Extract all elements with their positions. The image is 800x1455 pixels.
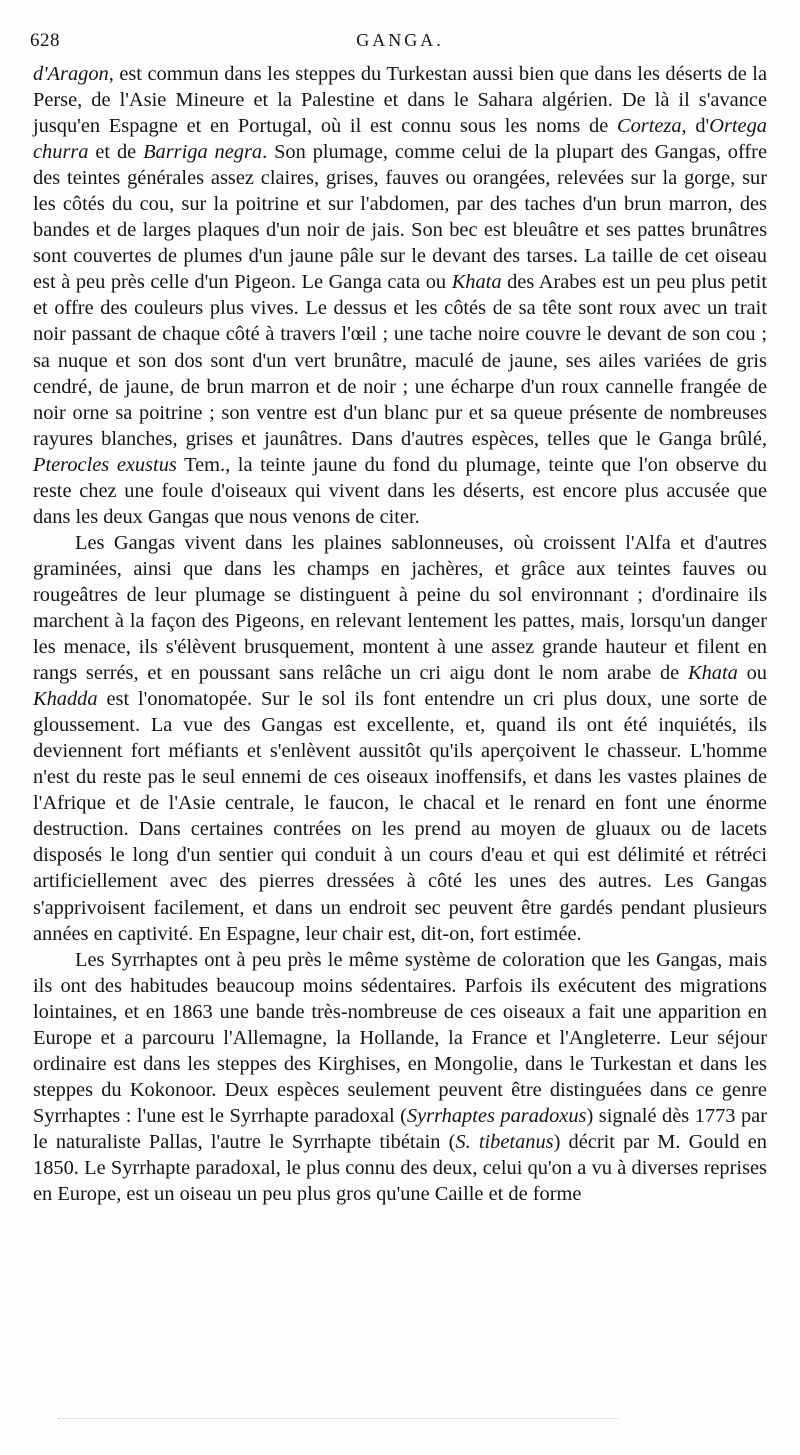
text-run: et de [88, 141, 144, 164]
text-run: ) décrit par M. Gould en 1850. Le Syrrhapte paradoxal, le plus connu des deux, celui qu'on a vu à diverses reprises en Europe, est un oiseau un peu plus gros qu'une Caille et de forme [33, 1130, 767, 1206]
running-head: GANGA. [356, 30, 444, 50]
text-run: des Arabes est un peu plus petit et offre des couleurs plus vives. Le dessus et les côtés de sa tête sont roux avec un trait noir passant de chaque côté à travers l'œil ; une tache noire couvre le devant de son cou ; sa nuque et son dos sont d'un vert brunâtre, maculé de jaune, ses ailes variées de gris cendré, de jaune, de brun marron et de noir ; une écharpe d'un roux cannelle frangée de noir orne sa poitrine ; son ventre est d'un blanc pur et sa queue présente de nombreuses rayures blanches, grises et jaunâtres. Dans d'autres espèces, telles que le Ganga brûlé, [33, 271, 767, 450]
page-header [30, 30, 770, 58]
text-run: Les Gangas vivent dans les plaines sablonneuses, où croissent l'Alfa et d'autres graminées, ainsi que dans les champs en jachères, et grâce aux teintes fauves ou rougeâtres de leur plumage se distinguent à peine du sol environnant ; d'ordinaire ils marchent à la façon des Pigeons, en relevant lentement les pattes, mais, lorsqu'un danger les menace, ils s'élèvent brusquement, montent à une assez grande hauteur et filent en rangs serrés, et en poussant sans relâche un cri aigu dont le nom arabe de [33, 531, 767, 685]
text-run: Tem., la teinte jaune du fond du plumage, teinte que l'on observe du reste chez une foule d'oiseaux qui vivent dans les déserts, est encore plus accusée que dans les deux Gangas que nous venons de citer. [33, 453, 768, 528]
paragraph-2 [33, 530, 767, 947]
italic-term: Khata [451, 271, 502, 294]
footer-rule [58, 1418, 618, 1419]
italic-term: S. tibetanus [455, 1130, 554, 1153]
italic-term: Pterocles exustus [33, 453, 177, 476]
text-run: ou [737, 662, 767, 685]
text-run: , d' [681, 115, 710, 138]
italic-term: Khata [687, 662, 738, 685]
paragraph-1 [33, 61, 767, 530]
text-run: est l'onomatopée. Sur le sol ils font entendre un cri plus doux, une sorte de gloussement. La vue des Gangas est excellente, et, quand ils ont été inquiétés, ils deviennent fort méfiants et s'enlèvent aussitôt qu'ils aperçoivent le chasseur. L'homme n'est du reste pas le seul ennemi de ces oiseaux inoffensifs, et dans les vastes plaines de l'Afrique et de l'Asie centrale, le faucon, le chacal et le renard en font une énorme destruction. Dans certaines contrées on les prend au moyen de gluaux ou de lacets disposés le long d'un sentier qui conduit à un cours d'eau et qui est délimité et rétréci artificiellement avec des pierres dressées à côté les unes des autres. Les Gangas s'apprivoisent facilement, et dans un endroit sec peuvent être gardés pendant plusieurs années en captivité. En Espagne, leur chair est, dit-on, fort estimée. [33, 688, 767, 945]
italic-term: Syrrhaptes paradoxus [406, 1104, 587, 1127]
paragraph-3 [33, 947, 767, 1207]
italic-term: Khadda [33, 688, 98, 711]
text-run: , est commun dans les steppes du Turkestan aussi bien que dans les déserts de la Perse, de l'Asie Mineure et la Palestine et dans le Sahara algérien. De là il s'avance jusqu'en Espagne et en Portugal, où il est connu sous les noms de [33, 63, 767, 138]
text-run: Les Syrrhaptes ont à peu près le même système de coloration que les Gangas, mais ils ont des habitudes beaucoup moins sédentaires. Parfois ils exécutent des migrations lointaines, et en 1863 une bande très-nombreuse de ces oiseaux a fait une apparition en Europe et a parcouru l'Allemagne, la Hollande, la France et l'Angleterre. Leur séjour ordinaire est dans les steppes des Kirghises, en Mongolie, dans le Turkestan et dans les steppes du Kokonoor. Deux espèces seulement peuvent être distinguées dans ce genre Syrrhaptes : l'une est le Syrrhapte paradoxal ( [33, 948, 767, 1127]
page-number: 628 [30, 30, 60, 51]
italic-term: Barriga negra [143, 141, 263, 164]
text-run: . Son plumage, comme celui de la plupart des Gangas, offre des teintes générales assez claires, grises, fauves ou orangées, relevées sur la gorge, sur les côtés du cou, sur la poitrine et sur l'abdomen, par des taches d'un brun marron, des bandes et de larges plaques d'un noir de jais. Son bec est bleuâtre et ses pattes brunâtres sont couvertes de plumes d'un jaune pâle sur le devant des tarses. La taille de cet oiseau est à peu près celle d'un Pigeon. Le Ganga cata ou [33, 141, 768, 294]
body-text [33, 61, 767, 1207]
italic-term: Corteza [616, 115, 682, 138]
italic-term: Ortega churra [33, 115, 767, 164]
italic-term: d'Aragon [33, 63, 109, 85]
text-run: ) signalé dès 1773 par le naturaliste Pallas, l'autre le Syrrhapte tibétain ( [33, 1104, 767, 1153]
